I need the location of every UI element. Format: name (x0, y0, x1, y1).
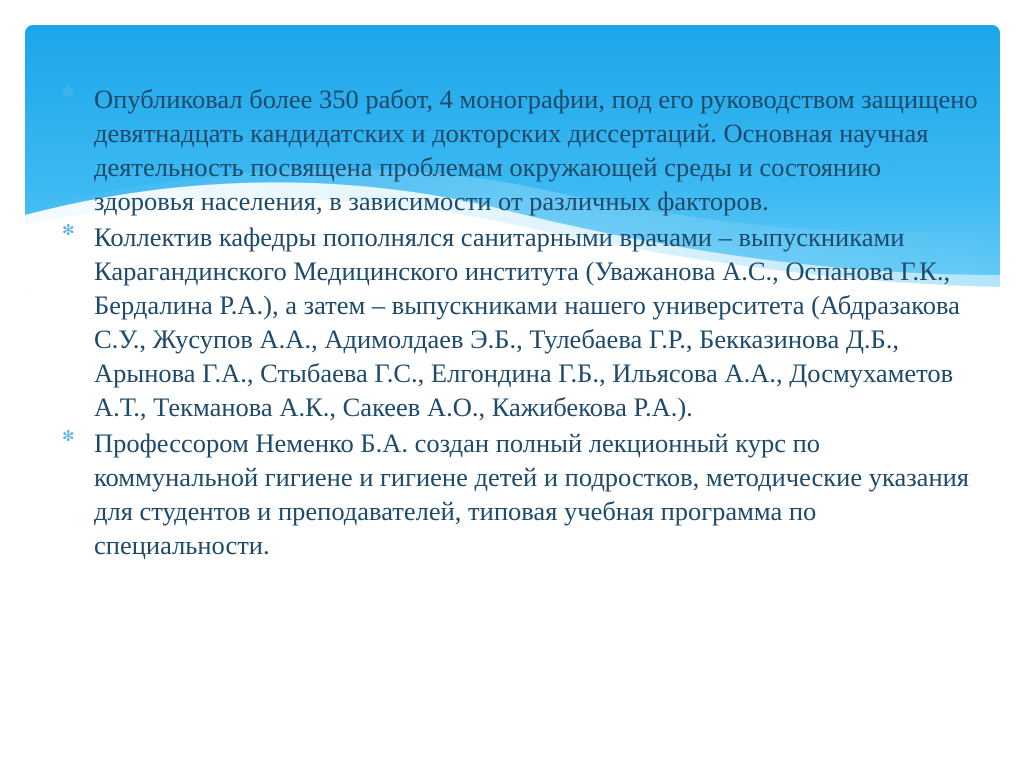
bullet-list (60, 82, 980, 562)
bullet-text: Опубликовал более 350 работ, 4 монографии, под его руководством защищено девятнадцать кандидатских и докторских диссертаций. Основная научная деятельность посвящена проблемам окружающей среды и состоянию здоровья населения, в зависимости от различных факторов. (94, 84, 978, 216)
slide-body (60, 82, 980, 564)
asterisk-star-icon: ✻ (62, 221, 75, 239)
bullet-item-staff (60, 220, 980, 424)
bullet-text: Профессором Неменко Б.А. создан полный лекционный курс по коммунальной гигиене и гигиене детей и подростков, методические указания для студентов и преподавателей, типовая учебная программа по специальности. (94, 428, 969, 560)
bullet-item-publications (60, 82, 980, 218)
bullet-item-courses (60, 426, 980, 562)
asterisk-star-icon: ✻ (62, 427, 75, 445)
asterisk-star-icon: ✻ (62, 83, 75, 101)
bullet-text: Коллектив кафедры пополнялся санитарными врачами – выпускниками Карагандинского Медицинского института (Уважанова А.С., Оспанова Г.К., Бердалина Р.А.), а затем – выпускниками нашего университета (Абдразакова С.У., Жусупов А.А., Адимолдаев Э.Б., Тулебаева Г.Р., Бекказинова Д.Б., Арынова Г.А., Стыбаева Г.С., Елгондина Г.Б., Ильясова А.А., Досмухаметов А.Т., Текманова А.К., Сакеев А.О., Кажибекова Р.А.). (94, 222, 960, 422)
